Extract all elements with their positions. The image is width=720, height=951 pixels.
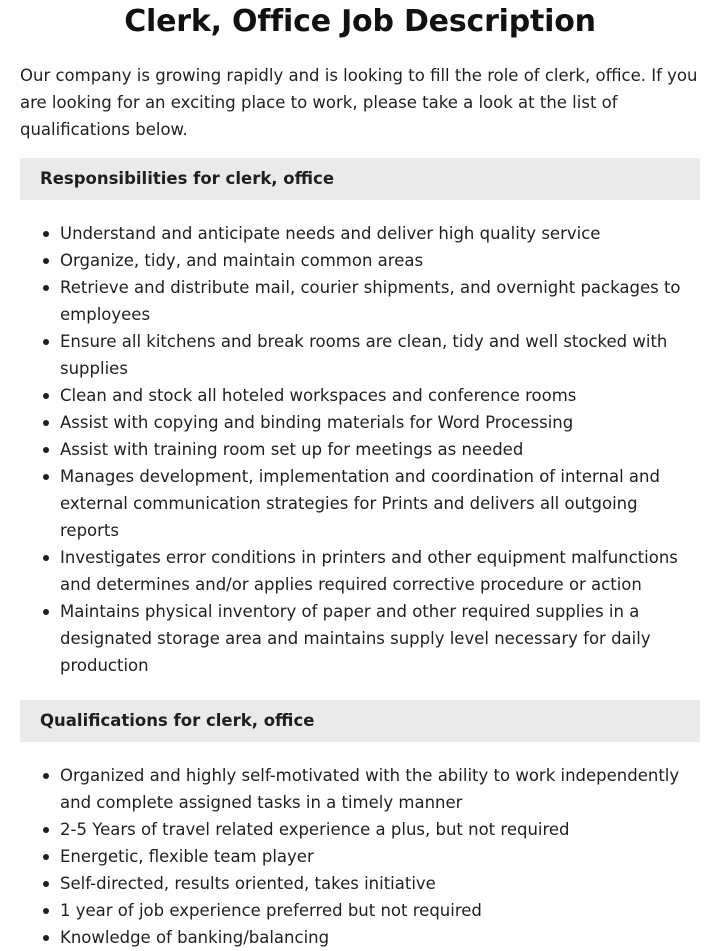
- qualification-item: Energetic, flexible team player: [60, 843, 700, 870]
- responsibility-item: Clean and stock all hoteled workspaces and conference rooms: [60, 382, 700, 409]
- responsibility-item: Ensure all kitchens and break rooms are clean, tidy and well stocked with supplies: [60, 328, 700, 382]
- intro-paragraph: Our company is growing rapidly and is looking to fill the role of clerk, office. If you are looking for an exciting place to work, please take a look at the list of qualifications below.: [20, 66, 698, 139]
- responsibilities-heading: Responsibilities for clerk, office: [20, 158, 700, 200]
- qualifications-heading: Qualifications for clerk, office: [20, 700, 700, 742]
- responsibility-item: Investigates error conditions in printers and other equipment malfunctions and determines and/or applies required corrective procedure or action: [60, 544, 700, 598]
- qualification-item: Self-directed, results oriented, takes initiative: [60, 870, 700, 897]
- responsibilities-list: [20, 220, 700, 679]
- qualification-item: 2-5 Years of travel related experience a plus, but not required: [60, 816, 700, 843]
- responsibility-item: Maintains physical inventory of paper and other required supplies in a designated storage area and maintains supply level necessary for daily production: [60, 598, 700, 679]
- responsibility-item: Assist with copying and binding materials for Word Processing: [60, 409, 700, 436]
- qualification-item: Organized and highly self-motivated with the ability to work independently and complete assigned tasks in a timely manner: [60, 762, 700, 816]
- responsibility-item: Understand and anticipate needs and deliver high quality service: [60, 220, 700, 247]
- qualifications-list: [20, 762, 700, 951]
- qualification-item: 1 year of job experience preferred but not required: [60, 897, 700, 924]
- responsibility-item: Organize, tidy, and maintain common areas: [60, 247, 700, 274]
- responsibility-item: Retrieve and distribute mail, courier shipments, and overnight packages to employees: [60, 274, 700, 328]
- responsibility-item: Manages development, implementation and coordination of internal and external communication strategies for Prints and delivers all outgoing reports: [60, 463, 700, 544]
- qualification-item: Knowledge of banking/balancing: [60, 924, 700, 951]
- responsibility-item: Assist with training room set up for meetings as needed: [60, 436, 700, 463]
- page-title: Clerk, Office Job Description: [124, 4, 596, 39]
